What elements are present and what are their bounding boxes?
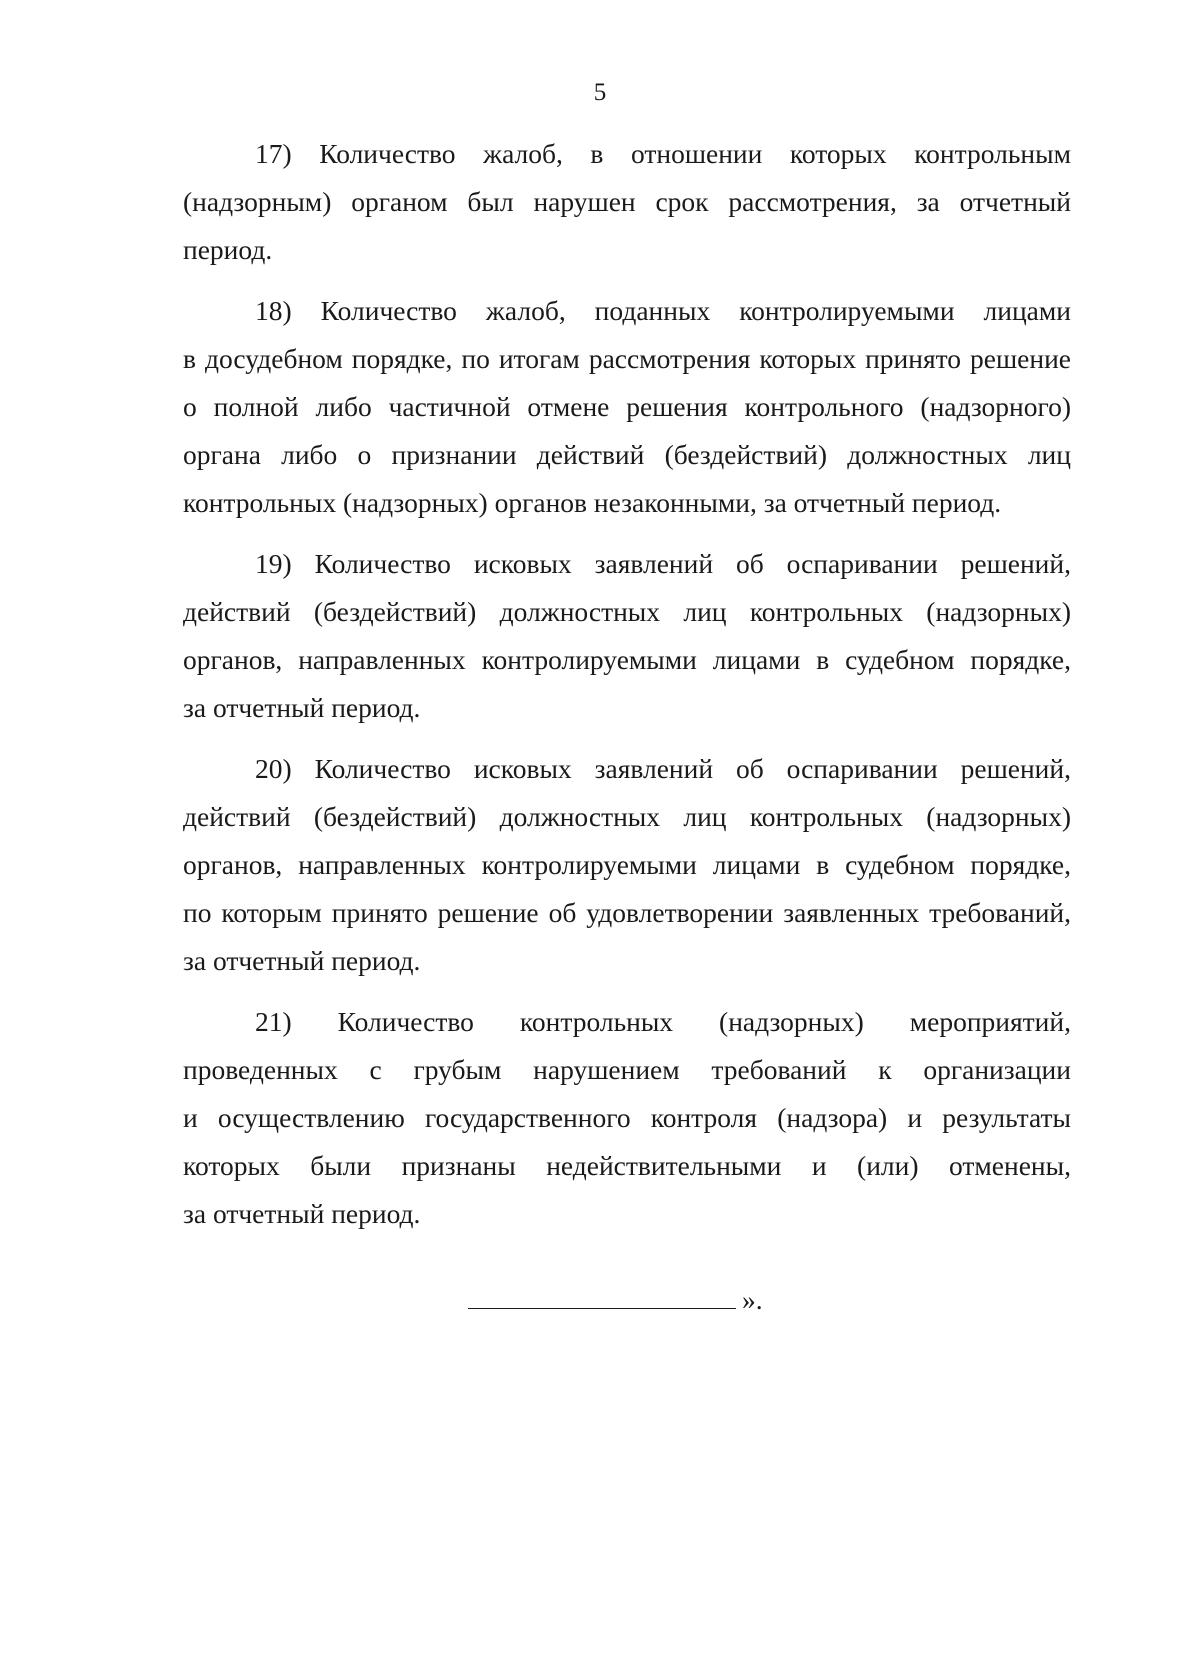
- paragraph-line: о полной либо частичной отмене решения контрольного (надзорного): [183, 391, 1071, 422]
- document-body: [183, 130, 1071, 1251]
- paragraph-line: которых были признаны недействительными и (или) отменены,: [183, 1150, 1071, 1181]
- paragraph-line: 17) Количество жалоб, в отношении которых контрольным: [255, 138, 1071, 169]
- paragraph-line: за отчетный период.: [183, 945, 421, 976]
- closing-line: [468, 1280, 763, 1320]
- paragraph-17: [183, 130, 1071, 274]
- paragraph-line: контрольных (надзорных) органов незаконными, за отчетный период.: [183, 487, 1002, 518]
- paragraph-line: 18) Количество жалоб, поданных контролируемыми лицами: [255, 295, 1071, 326]
- paragraph-line: и осуществлению государственного контроля (надзора) и результаты: [183, 1102, 1071, 1133]
- closing-quote-mark: ».: [742, 1284, 763, 1315]
- page-number: 5: [593, 79, 607, 106]
- paragraph-line: проведенных с грубым нарушением требований к организации: [183, 1054, 1071, 1085]
- closing-rule: [468, 1282, 736, 1309]
- paragraph-line: органов, направленных контролируемыми лицами в судебном порядке,: [183, 849, 1071, 880]
- paragraph-line: в досудебном порядке, по итогам рассмотрения которых принято решение: [183, 343, 1071, 374]
- paragraph-line: действий (бездействий) должностных лиц контрольных (надзорных): [183, 596, 1071, 627]
- paragraph-line: за отчетный период.: [183, 692, 421, 723]
- paragraph-line: органов, направленных контролируемыми лицами в судебном порядке,: [183, 644, 1071, 675]
- paragraph-line: период.: [183, 234, 273, 265]
- paragraph-line: органа либо о признании действий (бездействий) должностных лиц: [183, 439, 1071, 470]
- paragraph-18: [183, 287, 1071, 527]
- paragraph-line: за отчетный период.: [183, 1198, 421, 1229]
- paragraph-21: [183, 998, 1071, 1238]
- paragraph-line: 20) Количество исковых заявлений об оспаривании решений,: [255, 753, 1071, 784]
- paragraph-line: (надзорным) органом был нарушен срок рассмотрения, за отчетный: [183, 186, 1071, 217]
- paragraph-19: [183, 540, 1071, 732]
- paragraph-line: 19) Количество исковых заявлений об оспаривании решений,: [255, 548, 1071, 579]
- paragraph-line: по которым принято решение об удовлетворении заявленных требований,: [183, 897, 1071, 928]
- paragraph-line: действий (бездействий) должностных лиц контрольных (надзорных): [183, 801, 1071, 832]
- paragraph-line: 21) Количество контрольных (надзорных) мероприятий,: [255, 1006, 1071, 1037]
- paragraph-20: [183, 745, 1071, 985]
